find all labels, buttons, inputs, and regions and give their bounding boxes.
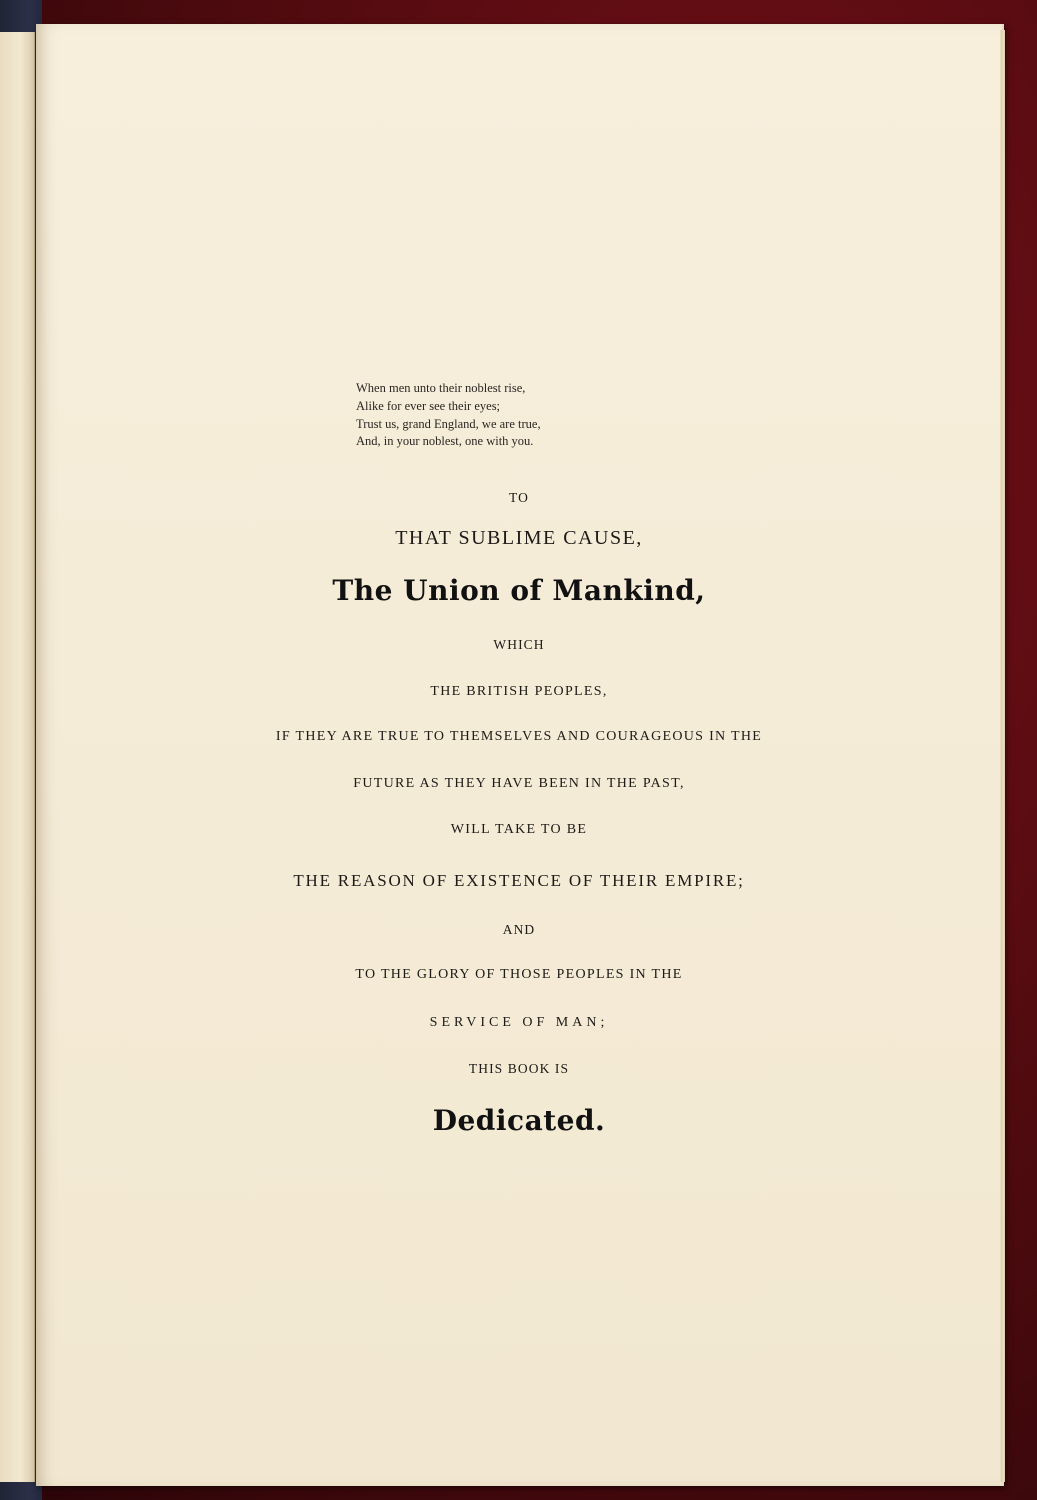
dedication-which: WHICH <box>493 637 545 652</box>
dedication-line-glory: TO THE GLORY OF THOSE PEOPLES IN THE <box>355 967 683 982</box>
epigraph-line: Alike for ever see their eyes; <box>356 398 501 413</box>
epigraph-line: When men unto their noblest rise, <box>356 381 526 395</box>
dedication-and: AND <box>502 922 536 937</box>
dedication-line-true: IF THEY ARE TRUE TO THEMSELVES AND COURAGEOUS IN THE <box>275 729 763 744</box>
dedication-line-reason: THE REASON OF EXISTENCE OF THEIR EMPIRE; <box>293 871 745 890</box>
epigraph-line: And, in your noblest, one with you. <box>356 434 534 449</box>
dedication-to: TO <box>509 490 529 505</box>
dedication-line-future: FUTURE AS THEY HAVE BEEN IN THE PAST, <box>353 776 685 791</box>
dedication-line-take: WILL TAKE TO BE <box>450 822 588 837</box>
dedication-title: The Union of Mankind, <box>332 574 706 607</box>
dedication-line-book: THIS BOOK IS <box>468 1061 570 1076</box>
book-page <box>36 24 1004 1486</box>
dedication-peoples: THE BRITISH PEOPLES, <box>430 684 608 699</box>
page-stack-edge <box>1000 30 1005 1482</box>
epigraph <box>356 380 676 451</box>
dedication-line-service: SERVICE OF MAN; <box>429 1015 609 1030</box>
dedication-dedicated: Dedicated. <box>432 1104 606 1137</box>
dedication-cause: THAT SUBLIME CAUSE, <box>395 527 643 549</box>
left-page-edge <box>0 32 35 1482</box>
epigraph-line: Trust us, grand England, we are true, <box>356 416 541 431</box>
